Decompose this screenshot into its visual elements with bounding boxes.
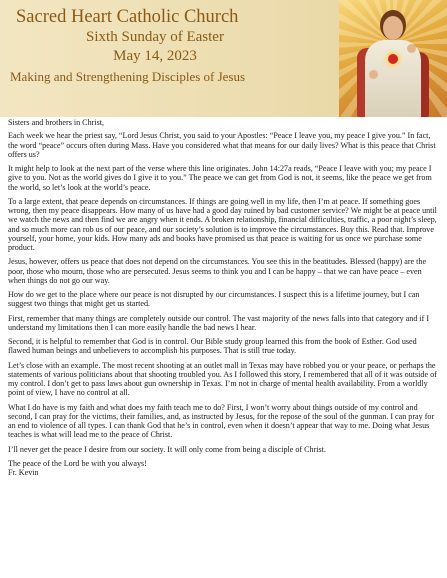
raised-right-hand — [407, 44, 416, 53]
paragraph: How do we get to the place where our peace is not disrupted by our circumstances. I suspect this is a lifetime journey, but I can suggest two things that might get us started. — [8, 290, 420, 309]
left-hand — [369, 70, 378, 79]
paragraph: It might help to look at the next part of the verse where this line originates. John 14:27a reads, “Peace I leave with you; my peace I give to you. Not as the world gives do I give it to you.” The peace we can get from God is not, it seems, like the peace we get from the world, so let’s look at the world’s peace. — [8, 164, 432, 192]
paragraph: Let’s close with an example. The most recent shooting at an outlet mall in Texas may have robbed you or your peace, or perhaps the statements of various politicians about that shooting troubled you. As I followed this story, I remembered that all of it was outside of my control. I don’t get to pass laws about gun ownership in Texas. I’m not in charge of mental health availability. From a worldly point of view, I have no control at all. — [8, 360, 437, 398]
paragraph: Each week we hear the priest say, “Lord Jesus Christ, you said to your Apostles: “Peace I leave you, my peace I give you.” In fact, the word “peace” occurs often during Mass. Have you considered what that means for our daily lives? What is this peace that Christ offers us? — [8, 131, 436, 159]
pastor-letter — [8, 118, 440, 477]
paragraph: What I do have is my faith and what does my faith teach me to do? First, I won’t worry about things outside of my control and second, I can pray for the victims, their families, and, as instructed by Jesus, for the repose of the soul of the gunman. I can pray for an end to violence of all types. I can thank God that he’s in control, even when it doesn’t appear that way to me. Doing what Jesus teaches is what will lead me to the peace of Christ. — [8, 402, 435, 440]
letter-salutation: Sisters and brothers in Christ, — [8, 118, 104, 127]
paragraph: Jesus, however, offers us peace that does not depend on the circumstances. You see this in the beatitudes. Blessed (happy) are the poor, those who mourn, those who are persecuted. Jesus seems to think you and I can be happy – that we can have peace – even when things do not go our way. — [8, 257, 427, 285]
figure-head — [383, 16, 403, 40]
bulletin-header — [0, 0, 447, 117]
parish-tagline: Making and Strengthening Disciples of Jesus — [10, 69, 246, 84]
sacred-heart-of-jesus-icon — [339, 0, 447, 117]
bulletin-date: May 14, 2023 — [113, 48, 197, 64]
title-block — [10, 6, 330, 85]
paragraph: To a large extent, that peace depends on circumstances. If things are going well in my life, then I’m at peace. If something goes wrong, then my peace disappears. How many of us have had a good day ruined by bad customer service? We might be at peace until we watch the news and then find we are angry when it ends. A broken relationship, financial difficulties, traffic, a poor night’s sleep, and so much more can rob us of our peace, and our society’s solution is to improve the circumstances. Buy this. Read that. Improve yourself, your home, your kids. How many ads and books have promised us that peace is waiting for us once we purchase some product. — [8, 196, 437, 252]
sacred-heart — [388, 54, 398, 64]
parish-name: Sacred Heart Catholic Church — [16, 7, 239, 27]
letter-signature: Fr. Kevin — [8, 468, 39, 477]
paragraph: Second, it is helpful to remember that God is in control. Our Bible study group learned this from the book of Esther. God used flawed human beings and unbelievers to accomplish his purposes. That is still true today. — [8, 337, 417, 356]
paragraph: I’ll never get the peace I desire from our society. It will only come from being a disciple of Christ. — [8, 444, 326, 454]
paragraph: First, remember that many things are completely outside our control. The vast majority of the news falls into that category and if I understand my limitations then I can more easily handle the bad news I hear. — [8, 313, 430, 332]
letter-closing: The peace of the Lord be with you always! — [8, 458, 147, 468]
occasion-title: Sixth Sunday of Easter — [86, 29, 224, 45]
